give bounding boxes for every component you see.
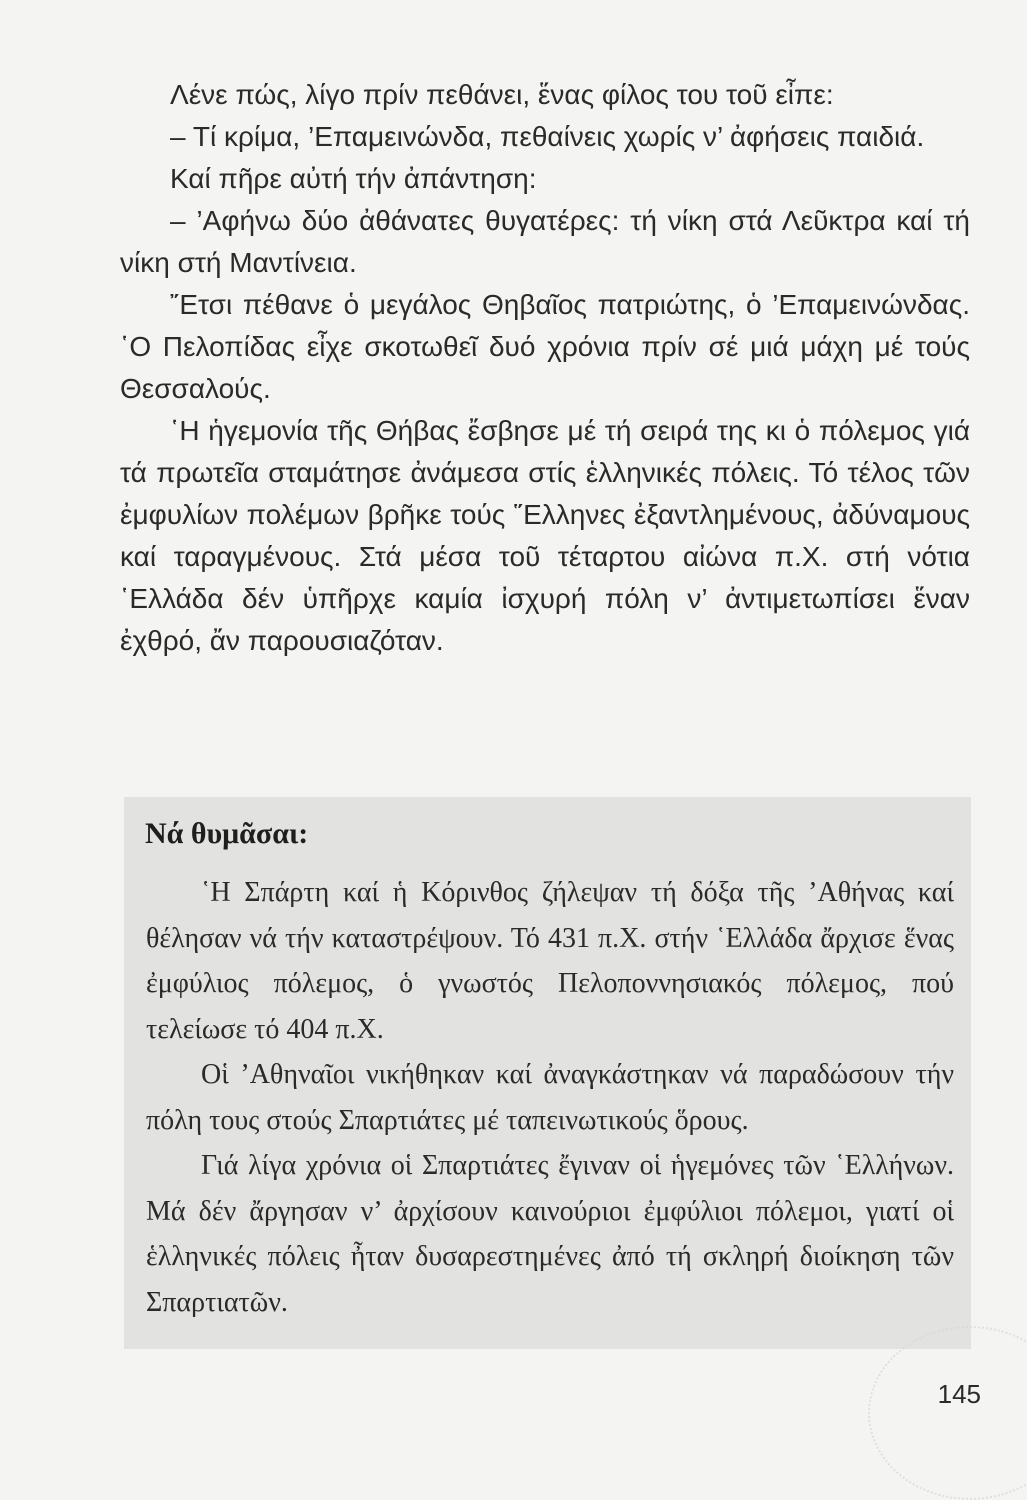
box-paragraph: Γιά λίγα χρόνια οἱ Σπαρτιάτες ἔγιναν οἱ ἡγεμόνες τῶν ῾Ελλήνων. Μά δέν ἄργησαν ν’ ἀρχίσουν καινούριοι ἐμφύλιοι πόλεμοι, γιατί οἱ ἑλληνικές πόλεις ἦταν δυσαρεστημένες ἀπό τή σκληρή διοίκηση τῶν Σπαρτιατῶν. — [146, 1150, 954, 1318]
paragraph: Λένε πώς, λίγο πρίν πεθάνει, ἕνας φίλος του τοῦ εἶπε: — [170, 79, 834, 110]
box-text — [146, 870, 954, 1325]
paragraph: ῎Ετσι πέθανε ὁ μεγάλος Θηβαῖος πατριώτης, ὁ ’Επαμεινώνδας. ῾Ο Πελοπίδας εἶχε σκοτωθεῖ δυό χρόνια πρίν σέ μιά μάχη μέ τούς Θεσσαλούς. — [120, 289, 970, 404]
box-paragraph: ῾Η Σπάρτη καί ἡ Κόρινθος ζήλεψαν τή δόξα τῆς ’Αθήνας καί θέλησαν νά τήν καταστρέψουν. Τό 431 π.Χ. στήν ῾Ελλάδα ἄρχισε ἕνας ἐμφύλιος πόλεμος, ὁ γνωστός Πελοποννησιακός πόλεμος, πού τελείωσε τό 404 π.Χ. — [146, 877, 954, 1045]
box-paragraph: Οἱ ’Αθηναῖοι νικήθηκαν καί ἀναγκάστηκαν νά παραδώσουν τήν πόλη τους στούς Σπαρτιάτες μέ ταπεινωτικούς ὅρους. — [146, 1059, 954, 1136]
paragraph: ῾Η ἡγεμονία τῆς Θήβας ἔσβησε μέ τή σειρά της κι ὁ πόλεμος γιά τά πρωτεῖα σταμάτησε ἀνάμεσα στίς ἑλληνικές πόλεις. Τό τέλος τῶν ἐμφυλίων πολέμων βρῆκε τούς ῞Ελληνες ἐξαντλημένους, ἀδύναμους καί ταραγμένους. Στά μέσα τοῦ τέταρτου αἰώνα π.Χ. στή νότια ῾Ελλάδα δέν ὑπῆρχε καμία ἰσχυρή πόλη ν’ ἀντιμετωπίσει ἕναν ἐχθρό, ἄν παρουσιαζόταν. — [120, 415, 970, 656]
remember-box — [124, 797, 971, 1349]
paragraph: Καί πῆρε αὐτή τήν ἀπάντηση: — [170, 163, 537, 194]
box-title: Νά θυμᾶσαι: — [145, 817, 309, 850]
main-text — [120, 74, 970, 662]
page-number: 145 — [937, 1379, 981, 1409]
dialogue-line: – ’Αφήνω δύο ἀθάνατες θυγατέρες: τή νίκη στά Λεῦκτρα καί τή νίκη στή Μαντίνεια. — [120, 205, 970, 278]
library-stamp-mark — [868, 1326, 1027, 1500]
dialogue-line: – Τί κρίμα, ’Επαμεινώνδα, πεθαίνεις χωρίς ν’ ἀφήσεις παιδιά. — [170, 121, 925, 152]
